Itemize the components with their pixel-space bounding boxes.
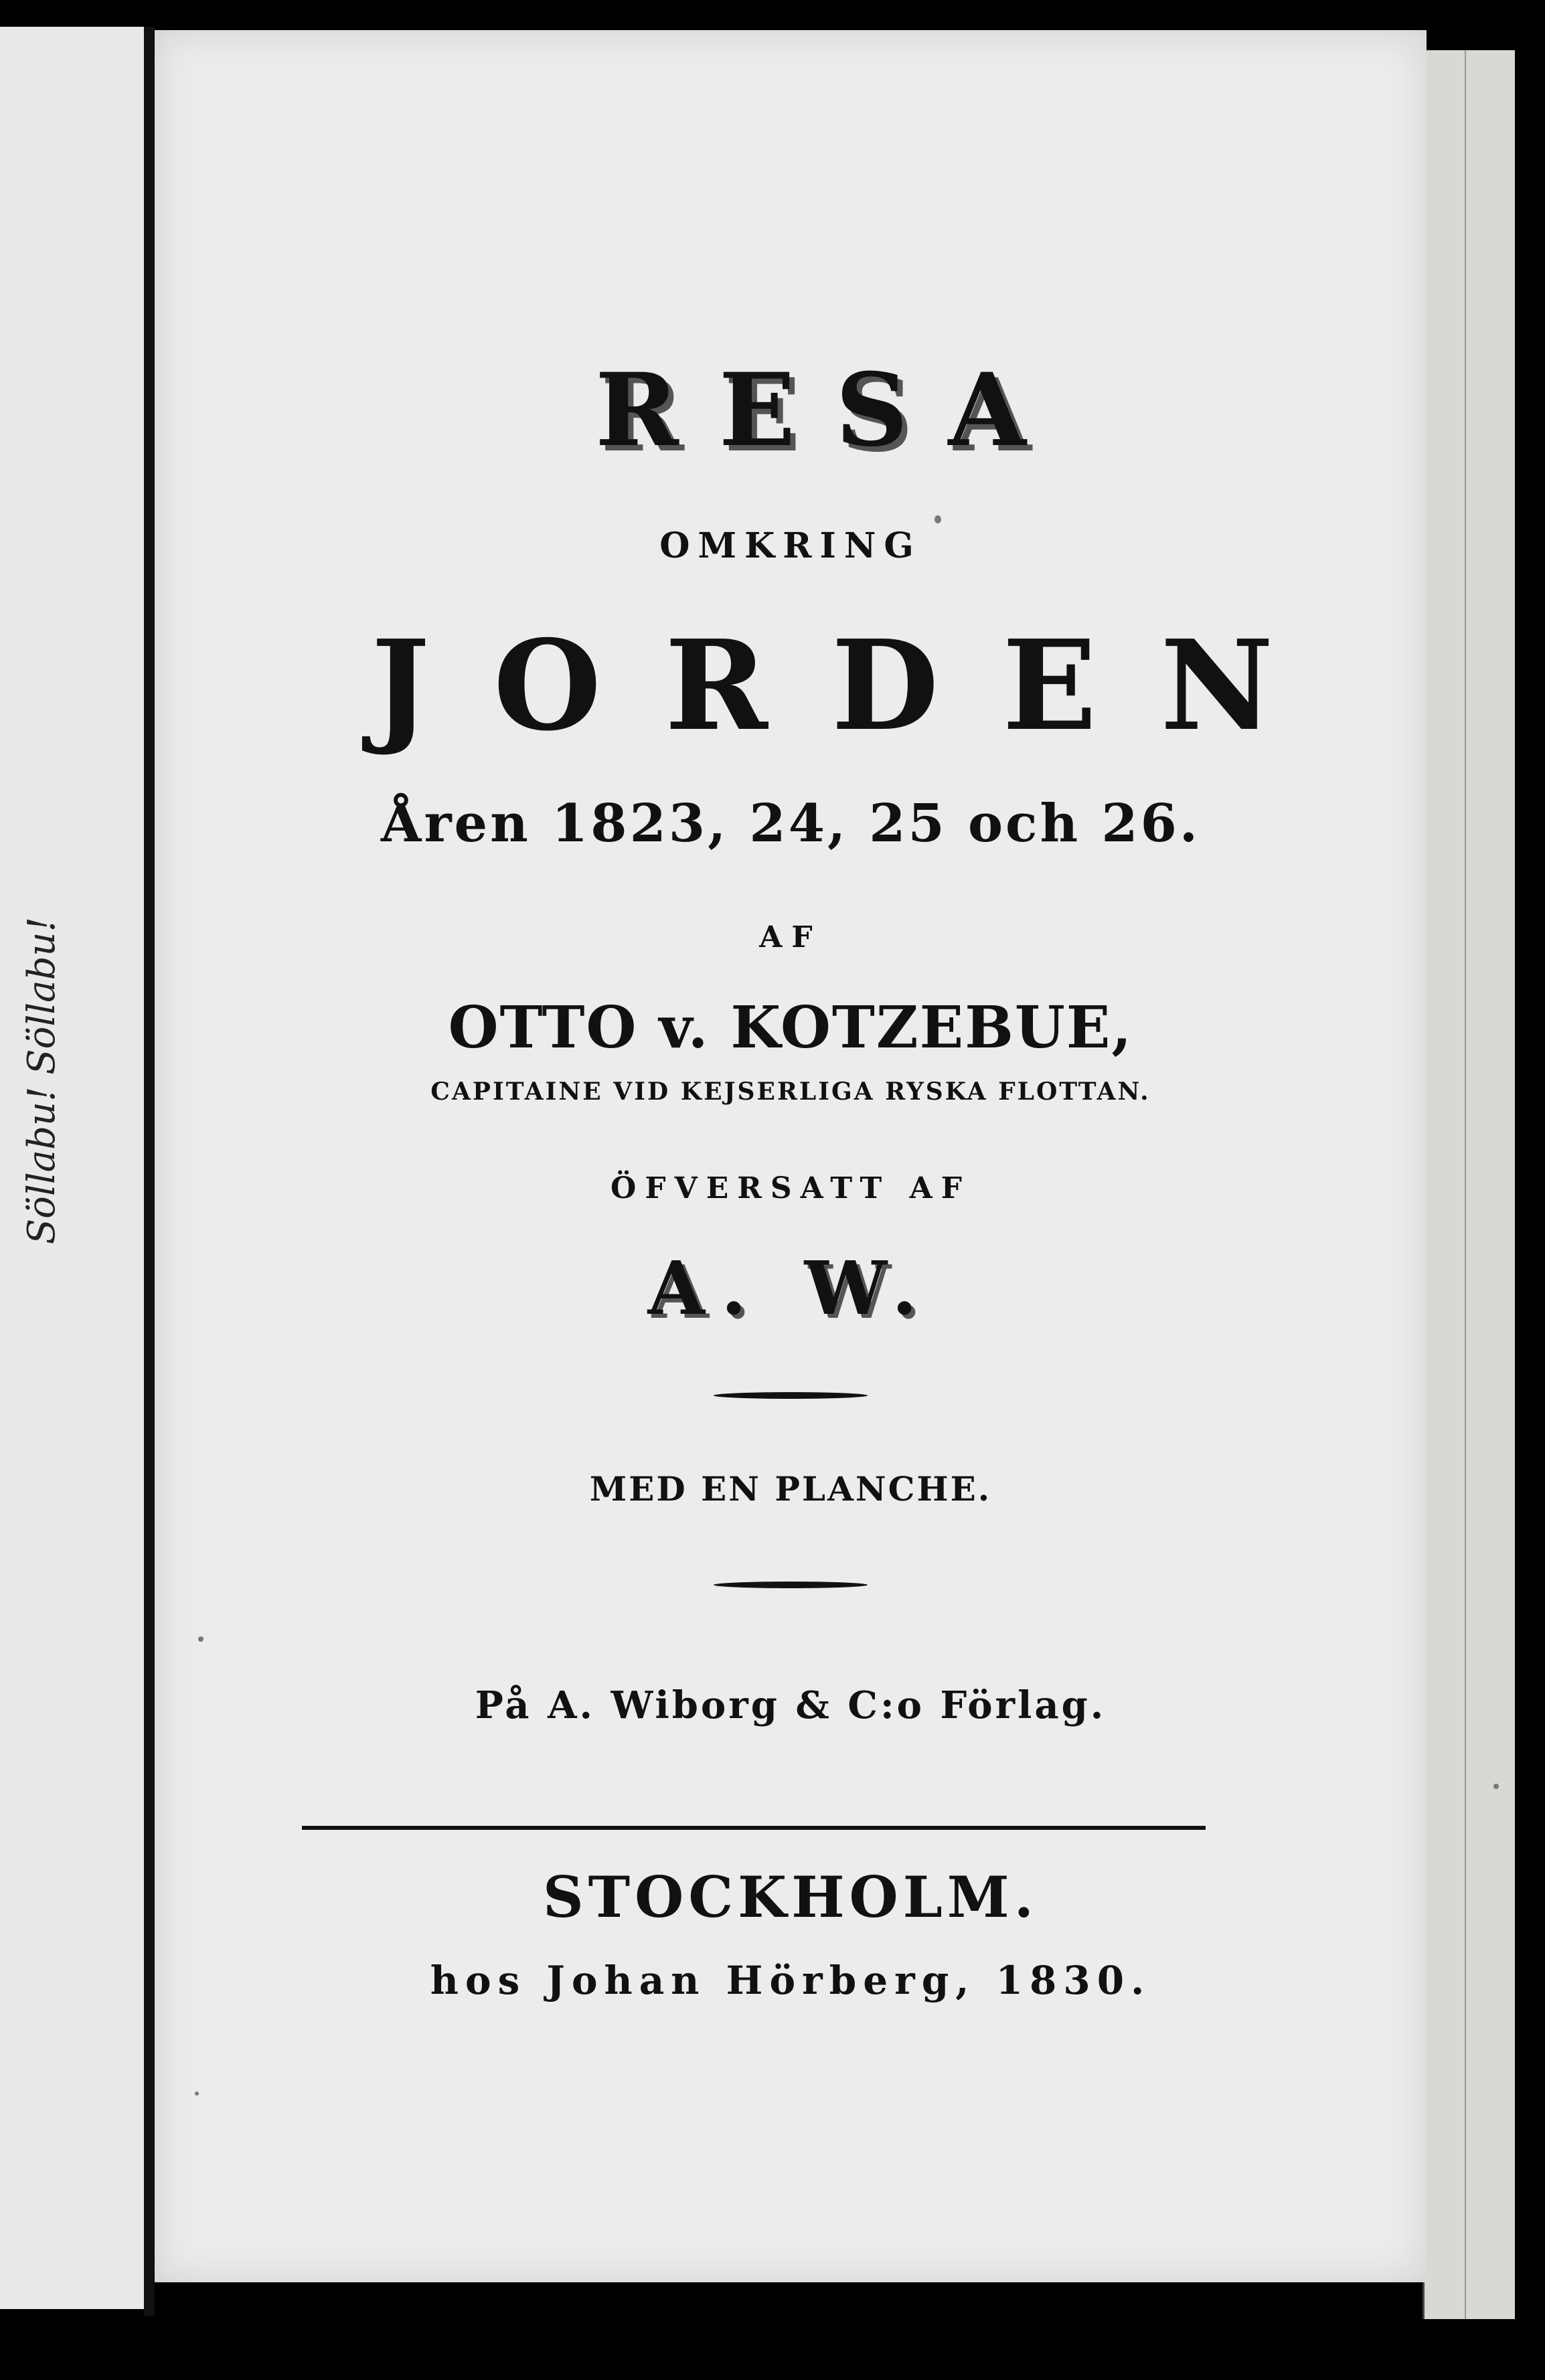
author-name: OTTO v. KOTZEBUE, [448,994,1133,1061]
title-resa: RESA [595,351,1066,469]
paper-speck [934,515,941,523]
book-gutter [144,27,155,2316]
title-omkring: OMKRING [659,525,922,566]
translator-initials: A. W. [647,1245,934,1331]
translated-by-label: ÖFVERSATT AF [611,1171,971,1205]
author-title: CAPITAINE VID KEJSERLIGA RYSKA FLOTTAN. [430,1078,1151,1106]
paper-speck [198,1636,204,1642]
ornamental-rule [714,1582,868,1588]
plate-note: MED EN PLANCHE. [589,1469,992,1509]
by-label: AF [759,920,822,954]
years-line: Åren 1823, 24, 25 och 26. [380,793,1201,854]
publisher-line: På A. Wiborg & C:o Förlag. [475,1683,1107,1727]
title-page [155,30,1427,2282]
imprint-city: STOCKHOLM. [542,1864,1039,1930]
title-jorden: JORDEN [371,612,1337,758]
printer-line: hos Johan Hörberg, 1830. [430,1958,1151,2003]
handwritten-inscription: Söllabu! Söllabu! [20,917,64,1245]
paper-speck [1493,1784,1499,1789]
ornamental-rule [714,1392,868,1399]
horizontal-rule [302,1826,1206,1830]
facing-page-fragment [0,27,147,2309]
paper-speck [195,2092,199,2096]
